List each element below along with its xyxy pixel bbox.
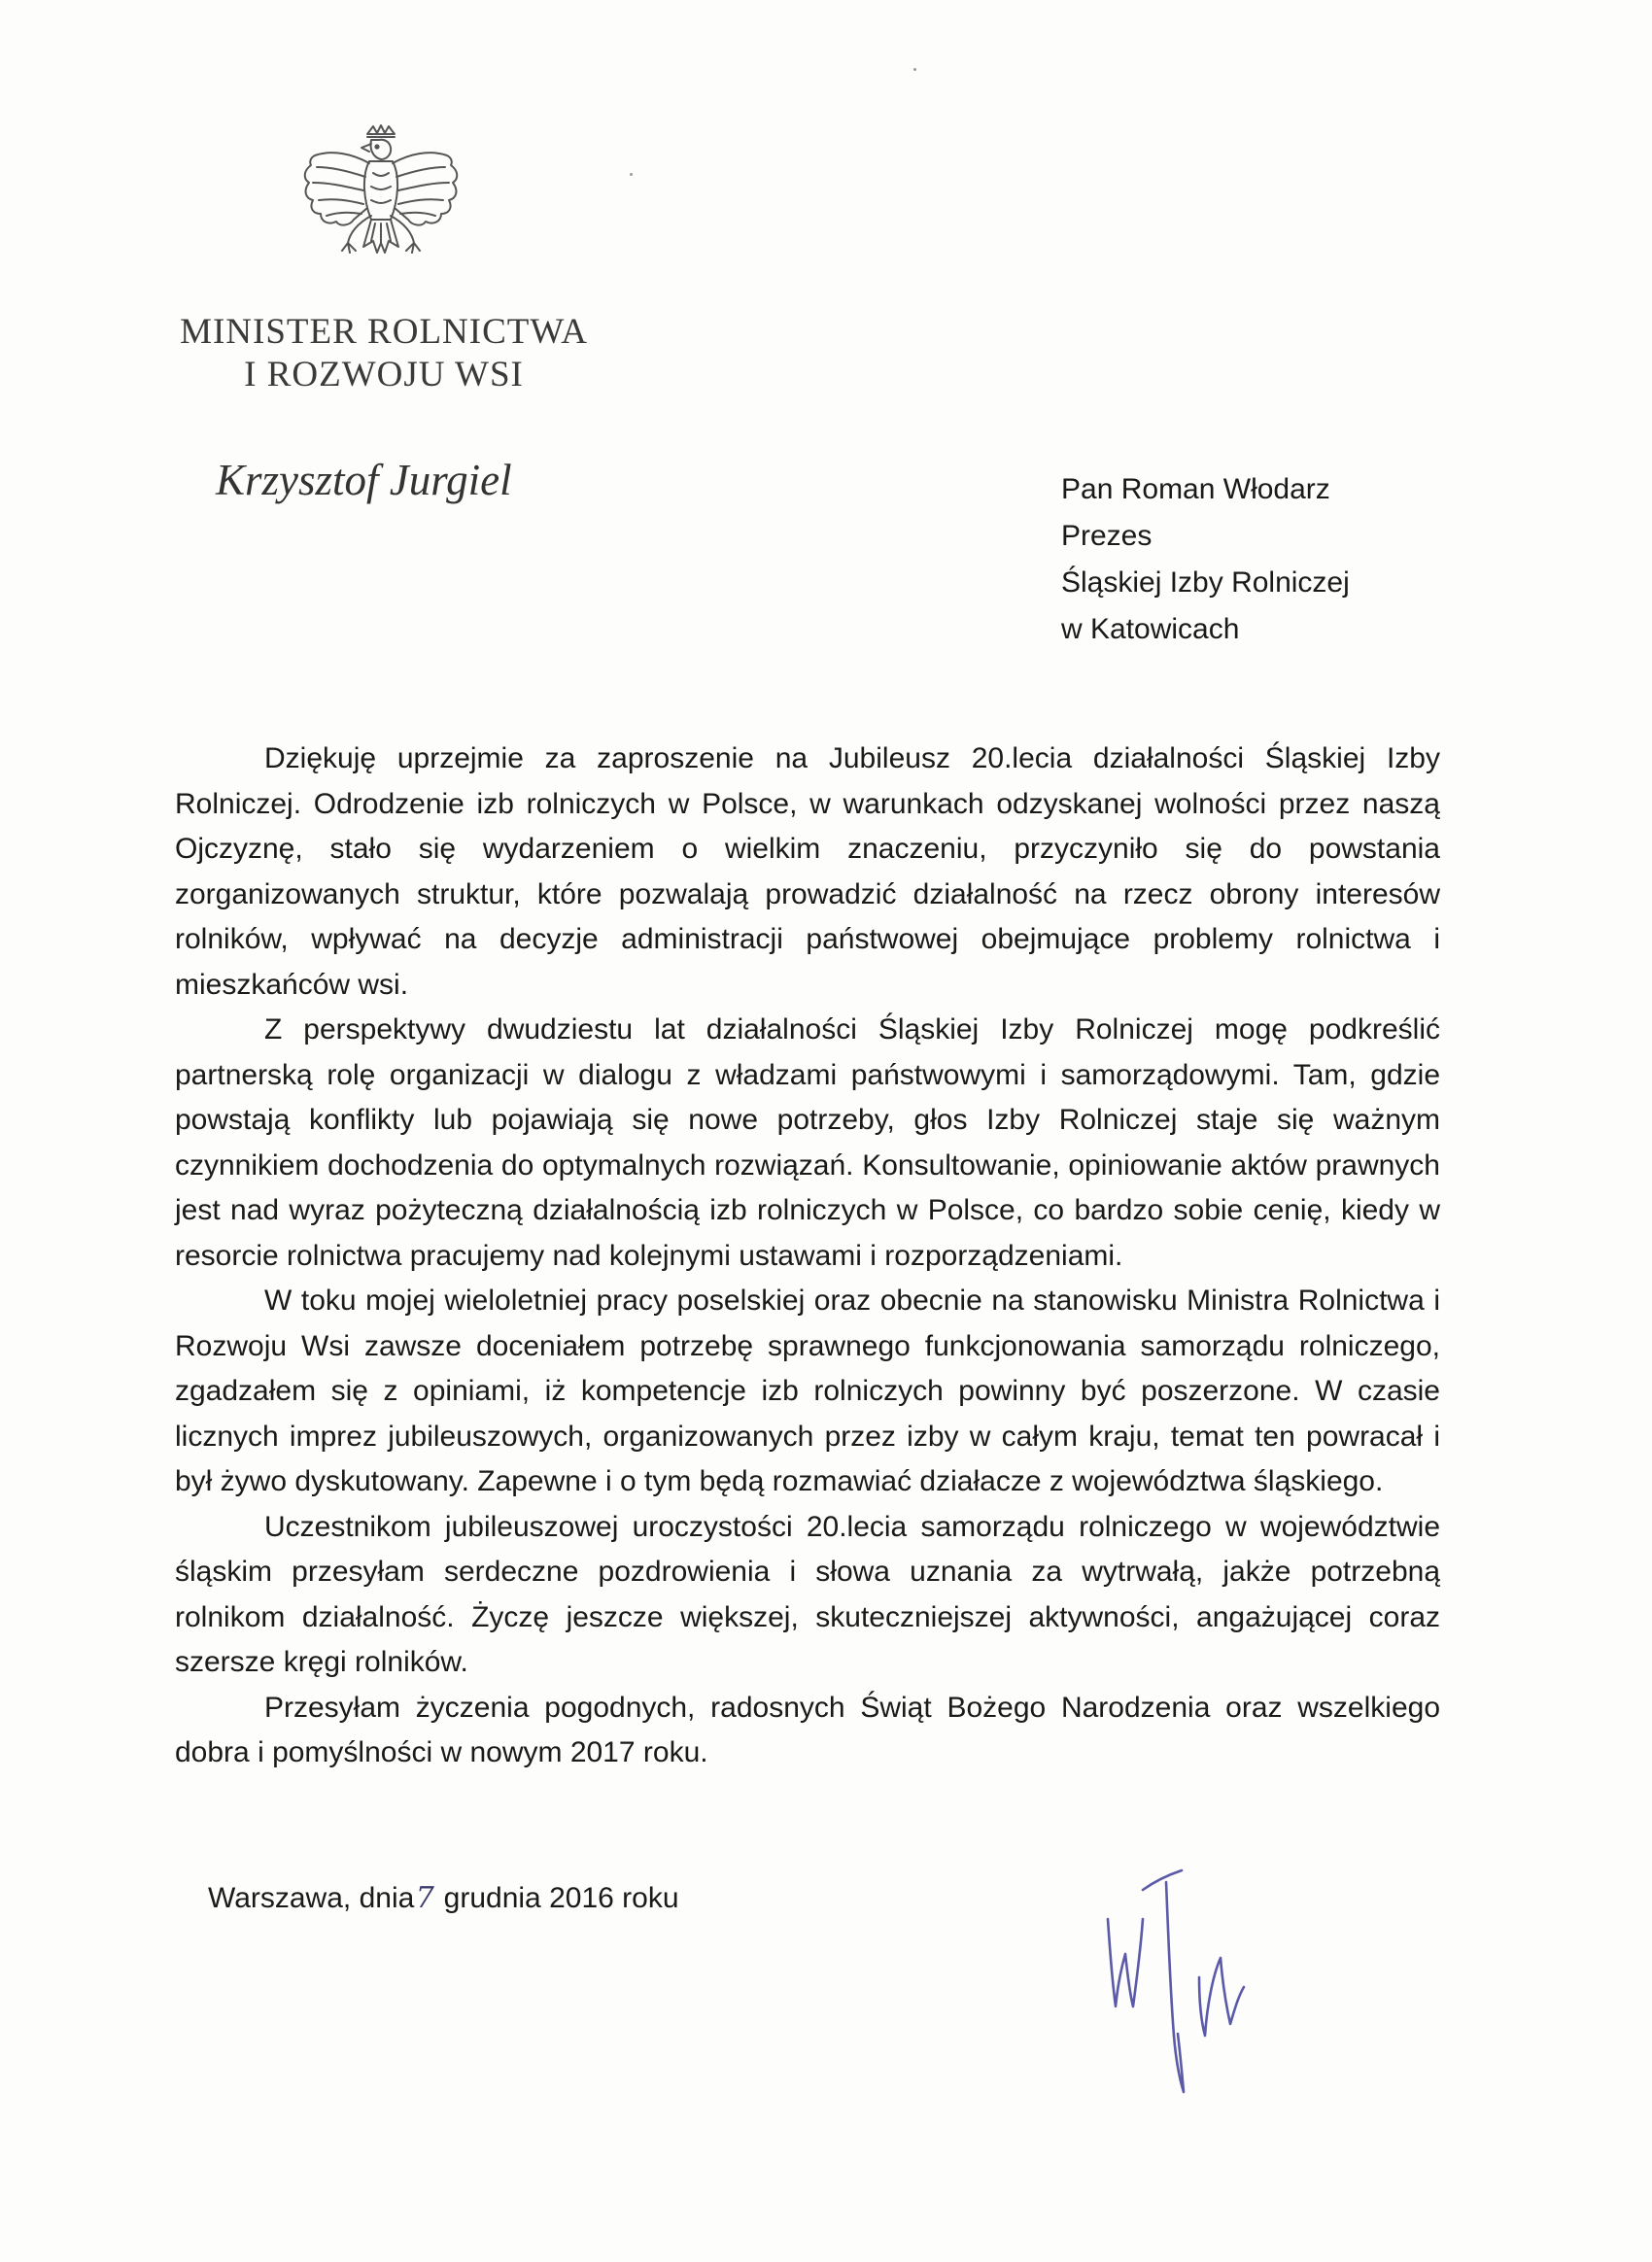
handwritten-day: 7 xyxy=(415,1881,434,1915)
place-and-date xyxy=(208,1881,679,1915)
ministry-line-2: I ROZWOJU WSI xyxy=(244,355,524,394)
ministry-header xyxy=(146,311,622,396)
body-paragraph-1: Dziękuję uprzejmie za zaproszenie na Jubileusz 20.lecia działalności Śląskiej Izby Rolniczej. Odrodzenie izb rolniczych w Polsce, w warunkach odzyskanej wolności przez naszą Ojczyznę, stało się wydarzeniem o wielkim znaczeniu, przyczyniło się do powstania zorganizowanych struktur, które pozwalają prowadzić działalność na rzecz obrony interesów rolników, wpływać na decyzje administracji państwowej obejmujące problemy rolnictwa i mieszkańców wsi. xyxy=(175,742,1440,1001)
scan-speck xyxy=(630,173,633,176)
date-suffix: grudnia 2016 roku xyxy=(443,1882,679,1914)
place-prefix: Warszawa, dnia xyxy=(208,1882,415,1914)
polish-eagle-emblem-icon xyxy=(293,122,468,297)
letter-body xyxy=(175,737,1440,1776)
body-paragraph-3: W toku mojej wieloletniej pracy poselskiej oraz obecnie na stanowisku Ministra Rolnictwa i Rozwoju Wsi zawsze doceniałem potrzebę sprawnego funkcjonowania samorządu rolniczego, zgadzałem się z opiniami, iż kompetencje izb rolniczych powinny być poszerzone. W czasie licznych imprez jubileuszowych, organizowanych przez izby w całym kraju, temat ten powracał i był żywo dyskutowany. Zapewne i o tym będą rozmawiać działacze z województwa śląskiego. xyxy=(175,1285,1440,1497)
body-paragraph-4: Uczestnikom jubileuszowej uroczystości 20.lecia samorządu rolniczego w województwie śląskim przesyłam serdeczne pozdrowienia i słowa uznania za wytrwałą, jakże potrzebną rolnikom działalność. Życzę jeszcze większej, skuteczniejszej aktywności, angażującej coraz szersze kręgi rolników. xyxy=(175,1510,1440,1678)
recipient-title: Prezes xyxy=(1061,520,1153,552)
recipient-location: w Katowicach xyxy=(1061,613,1240,645)
recipient-organization: Śląskiej Izby Rolniczej xyxy=(1061,566,1350,599)
recipient-name: Pan Roman Włodarz xyxy=(1061,473,1330,505)
handwritten-signature-icon xyxy=(1098,1861,1292,2099)
minister-name: Krzysztof Jurgiel xyxy=(216,456,512,504)
recipient-address xyxy=(1061,466,1350,653)
scan-speck xyxy=(913,68,916,71)
body-paragraph-2: Z perspektywy dwudziestu lat działalności Śląskiej Izby Rolniczej mogę podkreślić partnerską rolę organizacji w dialogu z władzami państwowymi i samorządowymi. Tam, gdzie powstają konflikty lub pojawiają się nowe potrzeby, głos Izby Rolniczej staje się ważnym czynnikiem dochodzenia do optymalnych rozwiązań. Konsultowanie, opiniowanie aktów prawnych jest nad wyraz pożyteczną działalnością izb rolniczych w Polsce, co bardzo sobie cenię, kiedy w resorcie rolnictwa pracujemy nad kolejnymi ustawami i rozporządzeniami. xyxy=(175,1013,1440,1272)
body-paragraph-5: Przesyłam życzenia pogodnych, radosnych Świąt Bożego Narodzenia oraz wszelkiego dobra i pomyślności w nowym 2017 roku. xyxy=(175,1691,1440,1768)
ministry-line-1: MINISTER ROLNICTWA xyxy=(180,312,588,352)
